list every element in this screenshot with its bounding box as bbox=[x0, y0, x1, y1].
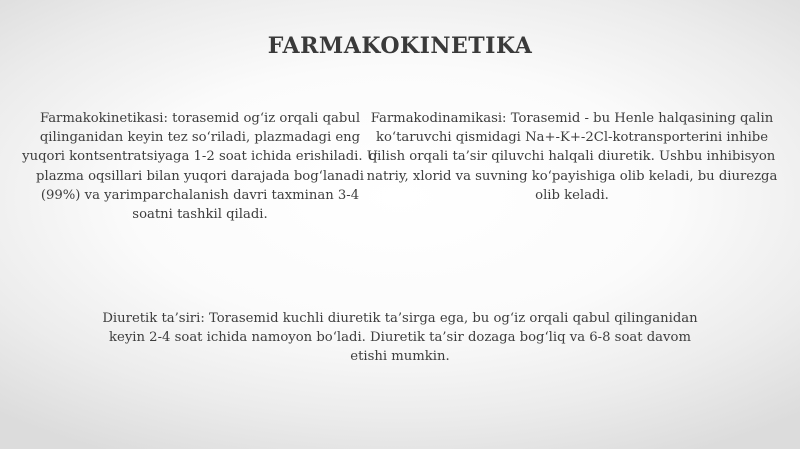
slide-title: FARMAKOKINETIKA bbox=[267, 33, 533, 59]
pharmacodynamics-paragraph: Farmakodinamikasi: Torasemid - bu Henle halqasining qalin ko‘taruvchi qismidagi Na+-K+-2Cl-kotransporterini inhibe qilish orqali ta’sir qiluvchi halqali diuretik. Ushbu inhibisyon natriy, xlorid va suvning ko‘payishiga olib keladi, bu diurezga olib keladi. bbox=[366, 111, 778, 203]
diuretic-effect-paragraph: Diuretik ta’siri: Torasemid kuchli diuretik ta’sirga ega, bu og‘iz orqali qabul qilinganidan keyin 2-4 soat ichida namoyon bo‘ladi. Diuretik ta’sir dozaga bog‘liq va 6-8 soat davom etishi mumkin. bbox=[102, 311, 698, 365]
pharmacokinetics-paragraph: Farmakokinetikasi: torasemid og‘iz orqali qabul qilinganidan keyin tez so‘riladi, plazmadagi eng yuqori kontsentratsiyaga 1-2 soat ichida erishiladi. U plazma oqsillari bilan yuqori darajada bog‘lanadi (99%) va yarimparchalanish davri taxminan 3-4 soatni tashkil qiladi. bbox=[22, 111, 378, 223]
